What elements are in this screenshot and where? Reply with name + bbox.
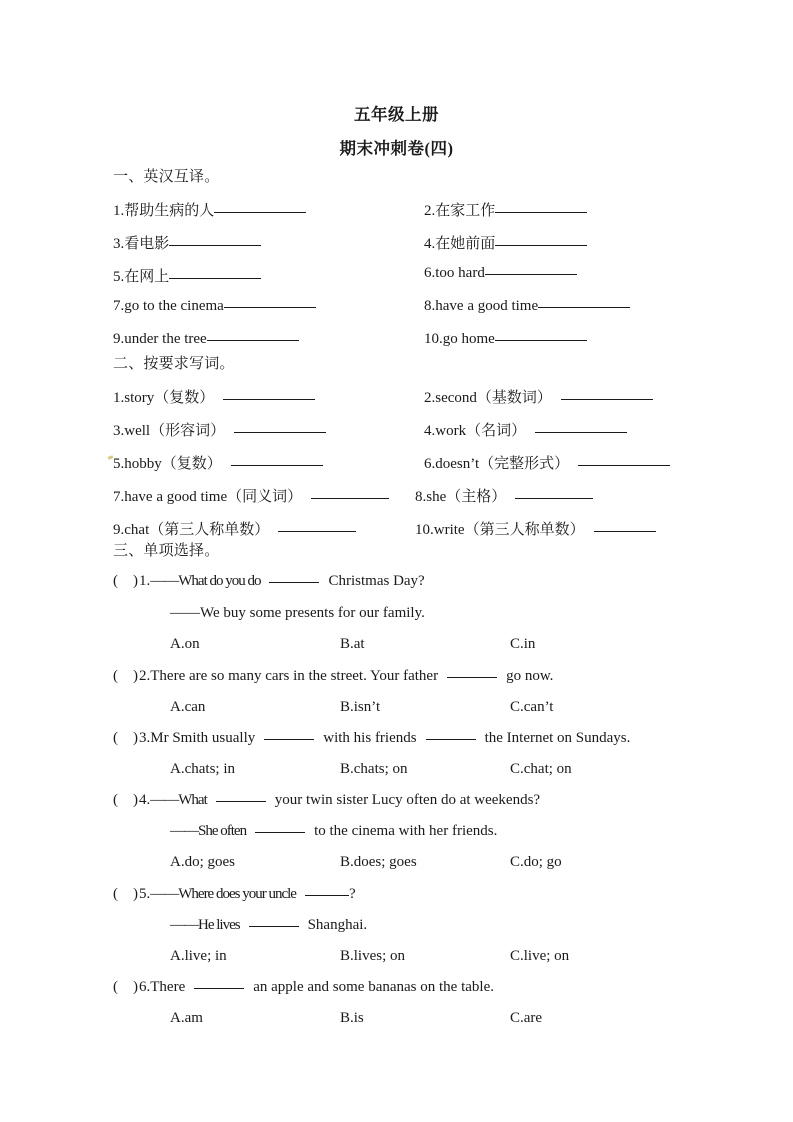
answer-blank[interactable] bbox=[594, 531, 656, 532]
mc-question-1-reply: ——We buy some presents for our family. bbox=[170, 605, 425, 621]
item-word: work bbox=[435, 423, 467, 439]
item-number: 9. bbox=[113, 522, 125, 538]
question-stem-tail: an apple and some bananas on the table. bbox=[253, 979, 494, 995]
answer-blank[interactable] bbox=[485, 274, 577, 275]
item-number: 2. bbox=[424, 390, 436, 406]
option-b[interactable]: B.at bbox=[340, 636, 365, 652]
answer-blank[interactable] bbox=[216, 801, 266, 802]
item-word: story bbox=[124, 390, 155, 406]
option-c[interactable]: C.can’t bbox=[510, 699, 554, 715]
answer-blank[interactable] bbox=[234, 432, 326, 433]
option-c[interactable]: C.live; on bbox=[510, 948, 570, 964]
mc-answer-box-3[interactable]: ( ) bbox=[113, 730, 138, 746]
option-a[interactable]: A.am bbox=[170, 1010, 203, 1026]
answer-blank[interactable] bbox=[207, 340, 299, 341]
wordform-item-6 bbox=[424, 452, 670, 473]
option-a[interactable]: A.on bbox=[170, 636, 200, 652]
mc-question-4-stem bbox=[113, 792, 540, 809]
option-a[interactable]: A.can bbox=[170, 699, 206, 715]
answer-blank[interactable] bbox=[194, 988, 244, 989]
item-word: chat bbox=[124, 522, 150, 538]
wordform-row-3 bbox=[113, 452, 693, 474]
translate-item-9 bbox=[113, 331, 299, 348]
option-c[interactable]: C.in bbox=[510, 636, 536, 652]
answer-blank[interactable] bbox=[495, 245, 587, 246]
answer-blank[interactable] bbox=[495, 212, 587, 213]
page-title-grade: 五年级上册 bbox=[354, 105, 439, 124]
answer-blank[interactable] bbox=[249, 926, 299, 927]
item-number: 10. bbox=[415, 522, 434, 538]
mc-question-2-options bbox=[113, 699, 693, 721]
item-text: 帮助生病的人 bbox=[124, 203, 215, 219]
answer-blank[interactable] bbox=[515, 498, 593, 499]
item-number: 3. bbox=[113, 423, 125, 439]
item-text: too hard bbox=[435, 265, 485, 281]
mc-question-6-stem bbox=[113, 979, 494, 996]
item-word: well bbox=[124, 423, 151, 439]
option-b[interactable]: B.chats; on bbox=[340, 761, 408, 777]
question-number: 3. bbox=[139, 730, 151, 746]
option-b[interactable]: B.isn’t bbox=[340, 699, 381, 715]
wordform-item-9 bbox=[113, 518, 356, 539]
answer-blank[interactable] bbox=[169, 278, 261, 279]
translate-item-7 bbox=[113, 298, 316, 315]
reply-tail: to the cinema with her friends. bbox=[314, 823, 498, 839]
answer-blank[interactable] bbox=[305, 895, 349, 896]
item-word: have a good time bbox=[124, 489, 228, 505]
question-stem-lead: ——Where does your uncle bbox=[150, 886, 296, 902]
option-b[interactable]: B.is bbox=[340, 1010, 364, 1026]
mc-question-5-options bbox=[113, 948, 693, 970]
item-requirement: （形容词） bbox=[150, 423, 226, 439]
item-text: have a good time bbox=[435, 298, 539, 314]
mc-question-5-reply bbox=[170, 917, 367, 934]
mc-question-4-options bbox=[113, 854, 693, 876]
item-number: 6. bbox=[424, 456, 436, 472]
question-number: 6. bbox=[139, 979, 151, 995]
item-requirement: （名词） bbox=[466, 423, 527, 439]
wordform-item-3 bbox=[113, 419, 326, 440]
answer-blank[interactable] bbox=[223, 399, 315, 400]
item-number: 4. bbox=[424, 423, 436, 439]
page-title-paper: 期末冲刺卷(四) bbox=[339, 139, 454, 158]
item-requirement: （同义词） bbox=[227, 489, 303, 505]
item-number: 1. bbox=[113, 390, 125, 406]
mc-question-6-options bbox=[113, 1010, 693, 1032]
item-number: 2. bbox=[424, 203, 436, 219]
wordform-item-10 bbox=[415, 518, 656, 539]
mc-question-1-stem bbox=[113, 573, 425, 590]
translate-row-4 bbox=[113, 298, 693, 320]
item-requirement: （基数词） bbox=[476, 390, 552, 406]
mc-question-4-reply bbox=[170, 823, 497, 840]
item-number: 7. bbox=[113, 489, 125, 505]
answer-blank[interactable] bbox=[426, 739, 476, 740]
mc-question-5-stem bbox=[113, 886, 356, 903]
question-stem-tail: your twin sister Lucy often do at weekends? bbox=[274, 792, 541, 808]
question-stem-tail: go now. bbox=[506, 668, 554, 684]
item-number: 6. bbox=[424, 265, 436, 281]
wordform-item-1 bbox=[113, 386, 315, 407]
answer-blank[interactable] bbox=[169, 245, 261, 246]
section-heading-1: 一、英汉互译。 bbox=[113, 169, 220, 185]
section-heading-2: 二、按要求写词。 bbox=[113, 356, 235, 372]
item-number: 5. bbox=[113, 269, 125, 285]
mc-answer-box-5[interactable]: ( ) bbox=[113, 886, 138, 902]
mc-question-3-stem bbox=[113, 730, 630, 747]
answer-blank[interactable] bbox=[214, 212, 306, 213]
item-number: 7. bbox=[113, 298, 125, 314]
item-text: 在网上 bbox=[124, 269, 170, 285]
answer-blank[interactable] bbox=[224, 307, 316, 308]
translate-item-8 bbox=[424, 298, 630, 315]
wordform-item-5 bbox=[113, 452, 323, 473]
wordform-item-7 bbox=[113, 485, 389, 506]
translate-item-6 bbox=[424, 265, 577, 282]
item-requirement: （第三人称单数） bbox=[464, 522, 585, 538]
translate-item-4 bbox=[424, 232, 587, 253]
section-heading-3: 三、单项选择。 bbox=[113, 543, 220, 559]
item-number: 8. bbox=[415, 489, 427, 505]
answer-blank[interactable] bbox=[255, 832, 305, 833]
translate-item-10 bbox=[424, 331, 587, 348]
answer-blank[interactable] bbox=[578, 465, 670, 466]
mc-answer-box-2[interactable]: ( ) bbox=[113, 668, 138, 684]
item-text: 在家工作 bbox=[435, 203, 496, 219]
item-requirement: （完整形式） bbox=[479, 456, 570, 472]
wordform-row-5 bbox=[113, 518, 693, 540]
item-number: 5. bbox=[113, 456, 125, 472]
wordform-item-8 bbox=[415, 485, 593, 506]
item-word: she bbox=[426, 489, 447, 505]
item-requirement: （复数） bbox=[161, 456, 222, 472]
item-number: 1. bbox=[113, 203, 125, 219]
item-word: second bbox=[435, 390, 477, 406]
question-stem-lead: ——What bbox=[150, 792, 207, 808]
mc-answer-box-1[interactable]: ( ) bbox=[113, 573, 138, 589]
option-b[interactable]: B.does; goes bbox=[340, 854, 417, 870]
item-text: under the tree bbox=[124, 331, 207, 347]
item-text: go to the cinema bbox=[124, 298, 224, 314]
question-number: 1. bbox=[139, 573, 151, 589]
wordform-item-4 bbox=[424, 419, 627, 440]
wordform-item-2 bbox=[424, 386, 653, 407]
answer-blank[interactable] bbox=[231, 465, 323, 466]
reply-lead: ——He lives bbox=[170, 917, 240, 933]
mc-question-1-options bbox=[113, 636, 693, 658]
wordform-row-4 bbox=[113, 485, 693, 507]
wordform-row-2 bbox=[113, 419, 693, 441]
question-stem-lead: There bbox=[150, 979, 186, 995]
item-word: doesn’t bbox=[435, 456, 480, 472]
question-number: 2. bbox=[139, 668, 151, 684]
item-number: 8. bbox=[424, 298, 436, 314]
translate-row-3 bbox=[113, 265, 693, 287]
option-a[interactable]: A.do; goes bbox=[170, 854, 235, 870]
answer-blank[interactable] bbox=[495, 340, 587, 341]
question-stem-tail: ? bbox=[348, 886, 356, 902]
item-number: 9. bbox=[113, 331, 125, 347]
question-stem-mid: with his friends bbox=[323, 730, 417, 746]
mc-question-2-stem bbox=[113, 668, 553, 685]
item-requirement: （主格） bbox=[446, 489, 507, 505]
item-text: 看电影 bbox=[124, 236, 170, 252]
wordform-row-1 bbox=[113, 386, 693, 408]
mc-answer-box-6[interactable]: ( ) bbox=[113, 979, 138, 995]
item-text: 在她前面 bbox=[435, 236, 496, 252]
option-a[interactable]: A.chats; in bbox=[170, 761, 235, 777]
reply-tail: Shanghai. bbox=[307, 917, 368, 933]
question-stem-lead: Mr Smith usually bbox=[150, 730, 256, 746]
translate-row-1 bbox=[113, 199, 693, 221]
item-number: 4. bbox=[424, 236, 436, 252]
answer-blank[interactable] bbox=[535, 432, 627, 433]
question-stem-lead: There are so many cars in the street. Your father bbox=[150, 668, 439, 684]
translate-item-1 bbox=[113, 199, 306, 220]
question-number: 4. bbox=[139, 792, 151, 808]
translate-item-5 bbox=[113, 265, 261, 286]
answer-blank[interactable] bbox=[447, 677, 497, 678]
item-requirement: （复数） bbox=[154, 390, 215, 406]
question-stem-lead: ——What do you do bbox=[150, 573, 261, 589]
question-stem-tail: the Internet on Sundays. bbox=[484, 730, 631, 746]
translate-row-5 bbox=[113, 331, 693, 353]
question-number: 5. bbox=[139, 886, 151, 902]
option-c[interactable]: C.chat; on bbox=[510, 761, 572, 777]
answer-blank[interactable] bbox=[264, 739, 314, 740]
translate-item-2 bbox=[424, 199, 587, 220]
option-b[interactable]: B.lives; on bbox=[340, 948, 406, 964]
option-c[interactable]: C.do; go bbox=[510, 854, 562, 870]
answer-blank[interactable] bbox=[538, 307, 630, 308]
answer-blank[interactable] bbox=[561, 399, 653, 400]
item-number: 10. bbox=[424, 331, 443, 347]
item-text: go home bbox=[442, 331, 495, 347]
question-stem-tail: Christmas Day? bbox=[328, 573, 425, 589]
item-requirement: （第三人称单数） bbox=[149, 522, 270, 538]
answer-blank[interactable] bbox=[311, 498, 389, 499]
translate-row-2 bbox=[113, 232, 693, 254]
item-word: hobby bbox=[124, 456, 162, 472]
mc-answer-box-4[interactable]: ( ) bbox=[113, 792, 138, 808]
item-number: 3. bbox=[113, 236, 125, 252]
item-word: write bbox=[433, 522, 465, 538]
option-a[interactable]: A.live; in bbox=[170, 948, 227, 964]
answer-blank[interactable] bbox=[278, 531, 356, 532]
answer-blank[interactable] bbox=[269, 582, 319, 583]
translate-item-3 bbox=[113, 232, 261, 253]
reply-lead: ——She often bbox=[170, 823, 247, 839]
mc-question-3-options bbox=[113, 761, 693, 783]
option-c[interactable]: C.are bbox=[510, 1010, 543, 1026]
